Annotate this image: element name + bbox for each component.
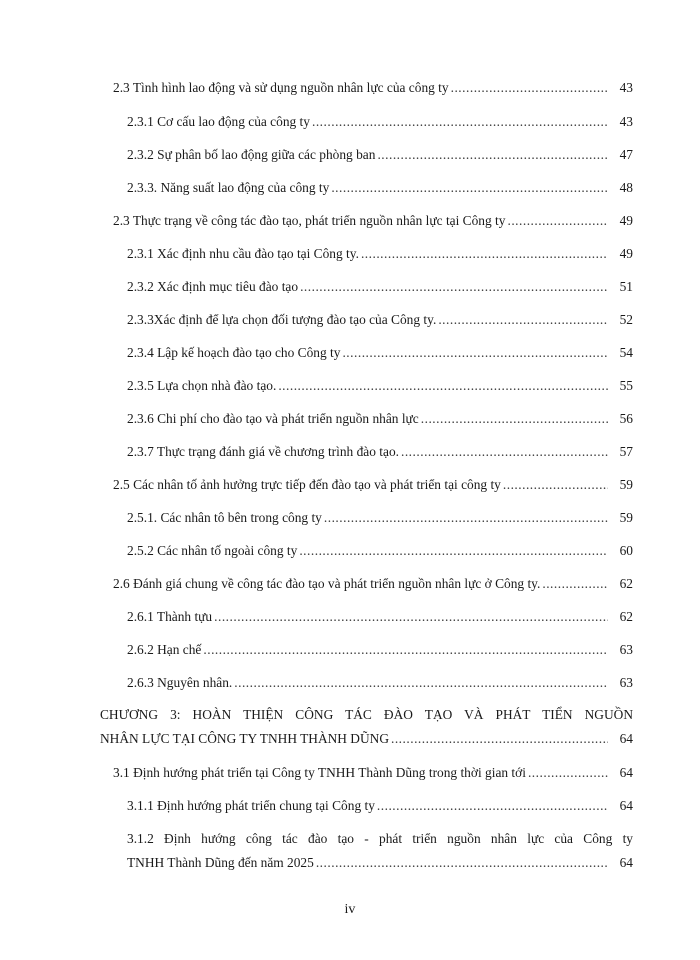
toc-entry-label: 2.5 Các nhân tố ảnh hưởng trực tiếp đến đào tạo và phát triển tại công ty: [113, 477, 501, 492]
toc-leader-dots: [214, 608, 608, 626]
toc-entry-page: 47: [619, 147, 633, 162]
toc-leader-dots: [377, 146, 608, 164]
toc-leader-dots: [401, 443, 608, 461]
toc-entry-label: 2.3.4 Lập kế hoạch đào tạo cho Công ty: [127, 345, 341, 360]
toc-leader-dots: [324, 509, 608, 527]
toc-entry: [127, 542, 633, 560]
toc-entry-label: 2.6.1 Thành tựu: [127, 609, 213, 624]
toc-entry-page: 43: [619, 114, 633, 129]
toc-entry-page: 59: [619, 510, 633, 525]
toc-leader-dots: [421, 410, 608, 428]
toc-entry: [127, 674, 633, 692]
toc-leader-dots: [300, 278, 608, 296]
toc-leader-dots: [507, 212, 608, 230]
toc-entry-page: 60: [619, 543, 633, 558]
toc-entry: [127, 278, 633, 296]
toc-entry-label: 2.3 Thực trạng về công tác đào tạo, phát triển nguồn nhân lực tại Công ty: [113, 213, 506, 228]
toc-entry-page: 64: [619, 798, 633, 813]
toc-entry-page: 48: [619, 180, 633, 195]
toc-entry-page: 64: [619, 731, 633, 746]
toc-entry-label: 2.5.2 Các nhân tố ngoài công ty: [127, 543, 298, 558]
toc-entry: [127, 146, 633, 164]
toc-entry-page: 49: [619, 213, 633, 228]
toc-leader-dots: [377, 797, 608, 815]
toc-entry: [127, 797, 633, 815]
toc-entry: [113, 212, 633, 230]
toc-entry-label: 2.3.1 Xác định nhu cầu đào tạo tại Công ty.: [127, 246, 359, 261]
toc-entry-page: 63: [619, 642, 633, 657]
toc-entry-label: 2.6.3 Nguyên nhân.: [127, 675, 233, 690]
toc-leader-dots: [316, 854, 608, 872]
toc-entry: [127, 344, 633, 362]
toc-entry-page: 59: [619, 477, 633, 492]
toc-entry-label: 2.3 Tình hình lao động và sử dụng nguồn nhân lực của công ty: [113, 80, 449, 95]
toc-entry: [113, 476, 633, 494]
toc-leader-dots: [451, 79, 608, 97]
toc-leader-dots: [503, 476, 608, 494]
toc-entry: [127, 641, 633, 659]
toc-entry: [113, 575, 633, 593]
toc-entry-label: 2.3.2 Xác định mục tiêu đào tạo: [127, 279, 299, 294]
toc-entry: [127, 509, 633, 527]
toc-entry-page: 51: [619, 279, 633, 294]
toc-entry: [127, 245, 633, 263]
toc-entry: [127, 179, 633, 197]
toc-leader-dots: [312, 113, 608, 131]
toc-entry-page: 55: [619, 378, 633, 393]
toc-entry-label: 2.3.7 Thực trạng đánh giá về chương trình đào tạo.: [127, 444, 399, 459]
toc-entry-page: 62: [619, 609, 633, 624]
toc-leader-dots: [342, 344, 608, 362]
toc-leader-dots: [234, 674, 608, 692]
toc-entry-page: 64: [619, 855, 633, 870]
chapter3-title-line2: NHÂN LỰC TẠI CÔNG TY TNHH THÀNH DŨNG: [100, 731, 389, 746]
toc-entry-label: 2.3.3Xác định để lựa chọn đối tượng đào tạo của Công ty.: [127, 312, 437, 327]
toc-entry-page: 54: [619, 345, 633, 360]
toc-leader-dots: [542, 575, 608, 593]
toc-leader-dots: [528, 764, 608, 782]
toc-entry-chapter3: [100, 730, 633, 748]
toc-entry: [127, 113, 633, 131]
toc-leader-dots: [361, 245, 608, 263]
toc-entry-page: 52: [619, 312, 633, 327]
entry-312-line2: TNHH Thành Dũng đến năm 2025: [127, 855, 314, 870]
toc-leader-dots: [331, 179, 608, 197]
entry-312-line1: 3.1.2 Định hướng công tác đào tạo - phát triển nguồn nhân lực của Công ty: [127, 831, 633, 846]
toc-entry-page: 49: [619, 246, 633, 261]
toc-entry-label: 2.6 Đánh giá chung về công tác đào tạo và phát triển nguồn nhân lực ở Công ty.: [113, 576, 541, 591]
toc-entry: [113, 79, 633, 97]
toc-entry-label: 2.5.1. Các nhân tô bên trong công ty: [127, 510, 322, 525]
toc-leader-dots: [391, 730, 608, 748]
toc-leader-dots: [299, 542, 608, 560]
toc-entry: [127, 311, 633, 329]
toc-entry-label: 2.3.6 Chi phí cho đào tạo và phát triển nguồn nhân lực: [127, 411, 419, 426]
toc-entry: [113, 764, 633, 782]
chapter3-title-line1: CHƯƠNG 3: HOÀN THIỆN CÔNG TÁC ĐÀO TẠO VÀ PHÁT TIỂN NGUỒN: [100, 707, 633, 722]
toc-entry-label: 3.1 Định hướng phát triển tại Công ty TNHH Thành Dũng trong thời gian tới: [113, 765, 526, 780]
toc-entry: [127, 608, 633, 626]
toc-leader-dots: [203, 641, 608, 659]
toc-entry: [127, 443, 633, 461]
toc-entry-label: 2.6.2 Hạn chế: [127, 642, 202, 657]
toc-entry: [127, 410, 633, 428]
toc-entry-page: 63: [619, 675, 633, 690]
toc-entry-page: 62: [619, 576, 633, 591]
toc-entry-page: 43: [619, 80, 633, 95]
toc-entry-label: 2.3.5 Lựa chọn nhà đào tạo.: [127, 378, 277, 393]
toc-entry-label: 3.1.1 Định hướng phát triển chung tại Công ty: [127, 798, 375, 813]
toc-entry-page: 56: [619, 411, 633, 426]
toc-leader-dots: [438, 311, 608, 329]
toc-entry-page: 64: [619, 765, 633, 780]
toc-entry-label: 2.3.3. Năng suất lao động của công ty: [127, 180, 330, 195]
toc-entry-label: 2.3.2 Sự phân bố lao động giữa các phòng ban: [127, 147, 376, 162]
toc-leader-dots: [278, 377, 608, 395]
toc-entry-312: [127, 854, 633, 872]
page-number-footer: iv: [344, 902, 356, 917]
toc-entry: [127, 377, 633, 395]
toc-entry-label: 2.3.1 Cơ cấu lao động của công ty: [127, 114, 310, 129]
toc-entry-page: 57: [619, 444, 633, 459]
